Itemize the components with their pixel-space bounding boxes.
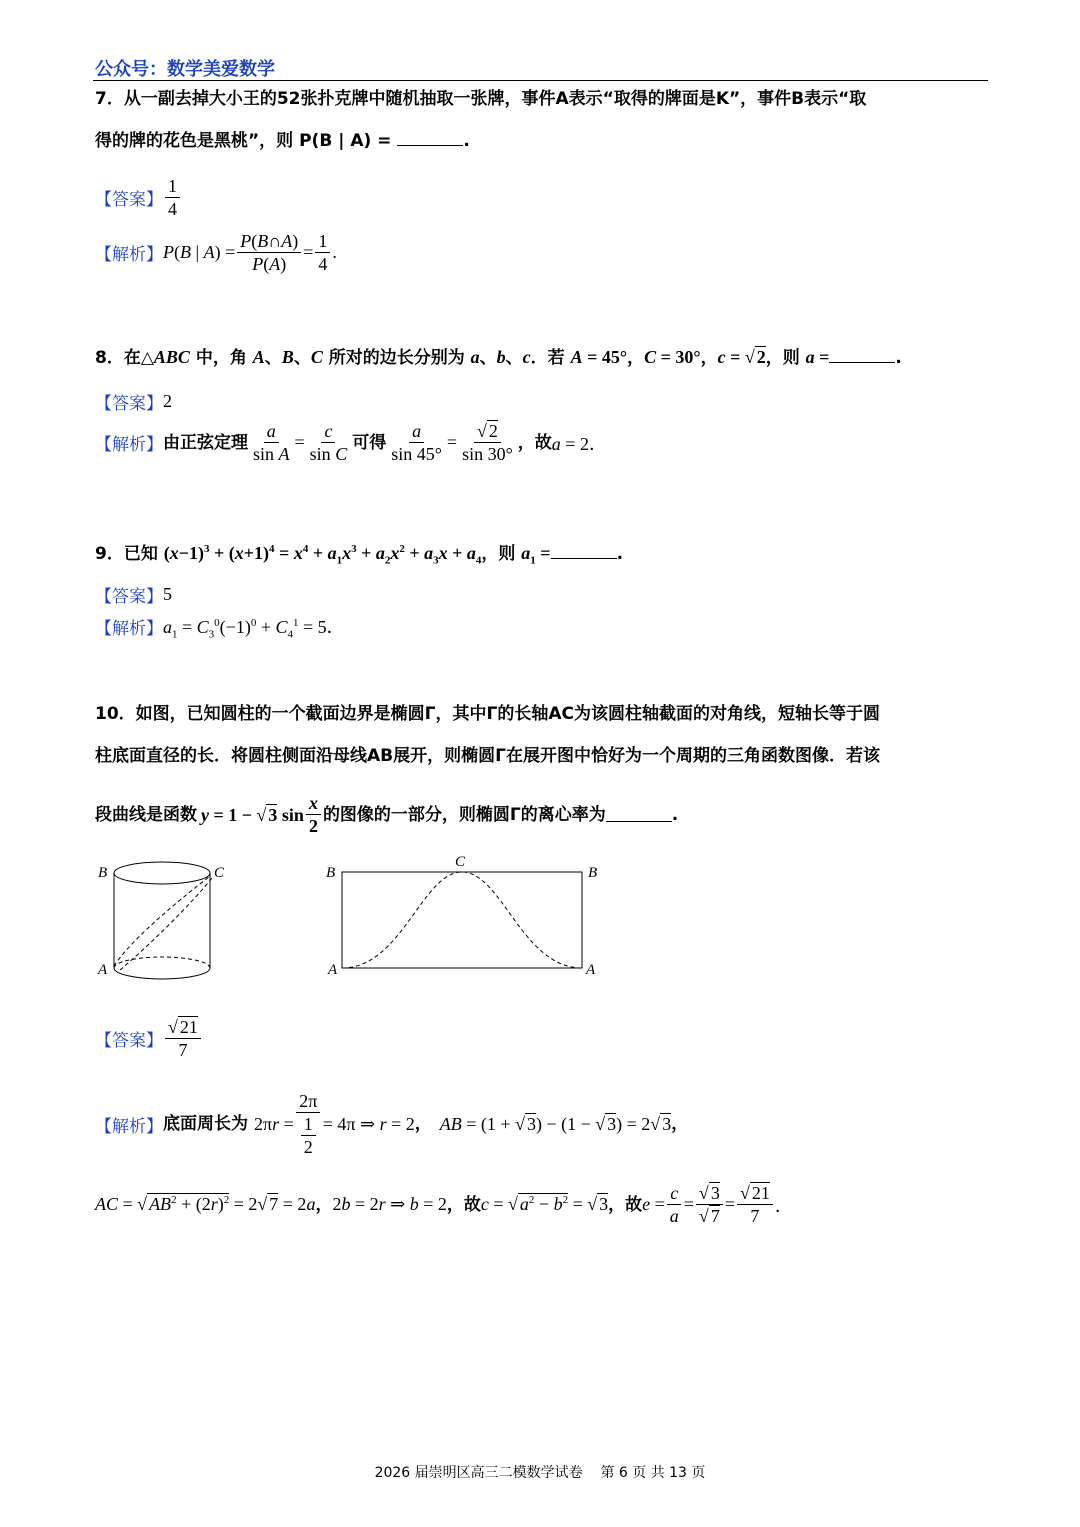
q7-analysis: 【解析】 P(B | A) = $\frac{P(B\cap A)}{P(A)}$ = $\frac{1}{4}$ .	[95, 231, 337, 274]
q9-analysis: 【解析】 $a_1 = C_3^0(-1)^0 + C_4^1 = 5$．	[95, 613, 345, 641]
answer-label: 【答案】	[95, 1031, 163, 1051]
q7-answer-value: $\frac{1}{4}$	[165, 175, 180, 220]
cyl-label-c: C	[214, 865, 225, 881]
unrolled-label-b-right: B	[588, 865, 598, 881]
q10-analysis-line2: AC = √ $AB^2 + (2r)^2 = 2√$ 7 = 2a ， 2b = 2r ⇒ b = 2 ，故 c = √ $a^2 - b^2$ = √ 3 ，故 e = $\frac{c}{a}$ = √ 3 √ 7 = √ $\frac{21}{7}$ ．	[95, 1182, 793, 1227]
q8-answer	[95, 389, 172, 414]
answer-blank	[551, 544, 617, 559]
analysis-label: 【解析】	[95, 619, 163, 640]
q9-answer-value: 5	[163, 584, 172, 604]
cyl-label-a: A	[98, 962, 108, 978]
analysis-label: 【解析】	[95, 435, 163, 455]
q10-line1: 10．如图，已知圆柱的一个截面边界是椭圆Γ，其中Γ的长轴AC为该圆柱轴截面的对角线，短轴长等于圆	[95, 704, 880, 724]
q8-answer-value: 2	[163, 391, 172, 411]
analysis-label: 【解析】	[95, 1116, 163, 1137]
analysis-label: 【解析】	[95, 245, 163, 265]
q9-text: 9．已知 $(x-1)^3 + (x+1)^4 = x^4 + a_1x^3 + a_2x^2 + a_3x + a_4$，则 $a_1$ = .	[95, 543, 624, 567]
answer-label: 【答案】	[95, 394, 163, 414]
answer-blank	[829, 348, 895, 363]
q10-answer-value: √ $\frac{21}{7}$	[165, 1016, 201, 1061]
q8-analysis: 【解析】 由正弦定理 $\frac{a}{\text{sin A}}$ = $\frac{c}{\text{sin C}}$ 可得 $\frac{a}{\sin 45^\circ}$ = √ $\frac{2}{\sin 30^\circ}$ ，故 a = 2．	[95, 420, 607, 465]
q8-text: 8．在△ABC 中，角 A、B、C 所对的边长分别为 a、b、c．若 A = 45°，C = 30°，c = √ 2，则 a = .	[95, 346, 902, 369]
q10-answer	[95, 1016, 203, 1061]
q7-line1: 7．从一副去掉大小王的52张扑克牌中随机抽取一张牌，事件A表示“取得的牌面是K”，事件B表示“取	[95, 89, 867, 109]
unrolled-label-a-right: A	[586, 962, 596, 978]
q7-line2: 得的牌的花色是黑桃”，则 P(B | A) = .	[95, 131, 470, 151]
q9-answer	[95, 582, 172, 607]
q10-line2: 柱底面直径的长．将圆柱侧面沿母线AB展开，则椭圆Γ在展开图中恰好为一个周期的三角函数图像．若该	[95, 746, 880, 766]
answer-label: 【答案】	[95, 190, 163, 210]
page-footer: 2026 届崇明区高三二模数学试卷 第 6 页 共 13 页	[374, 1465, 706, 1481]
unrolled-figure	[322, 850, 612, 980]
q10-line3: 段曲线是函数 y = 1 − √ 3 sin $\frac{x}{2}$ 的图像的一部分，则椭圆Γ的离心率为 .	[95, 792, 678, 837]
q10-analysis-line1: 【解析】 底面周长为 2πr = $\frac{2\pi}{\frac{1}{2}}$ = 4π ⇒ r = 2 ， AB = (1 + √ 3) − (1 − √ 3) = 2√ 3 ，	[95, 1090, 688, 1158]
answer-blank	[606, 807, 672, 822]
cylinder-figure	[92, 858, 242, 983]
unrolled-label-a-left: A	[328, 962, 338, 978]
q7-answer	[95, 175, 182, 220]
unrolled-label-c: C	[455, 854, 466, 870]
answer-blank	[397, 131, 463, 146]
unrolled-label-b-left: B	[326, 865, 336, 881]
cyl-label-b: B	[98, 865, 108, 881]
answer-label: 【答案】	[95, 587, 163, 607]
header-rule	[93, 80, 988, 81]
header-brand: 公众号：数学美爱数学	[95, 59, 275, 80]
